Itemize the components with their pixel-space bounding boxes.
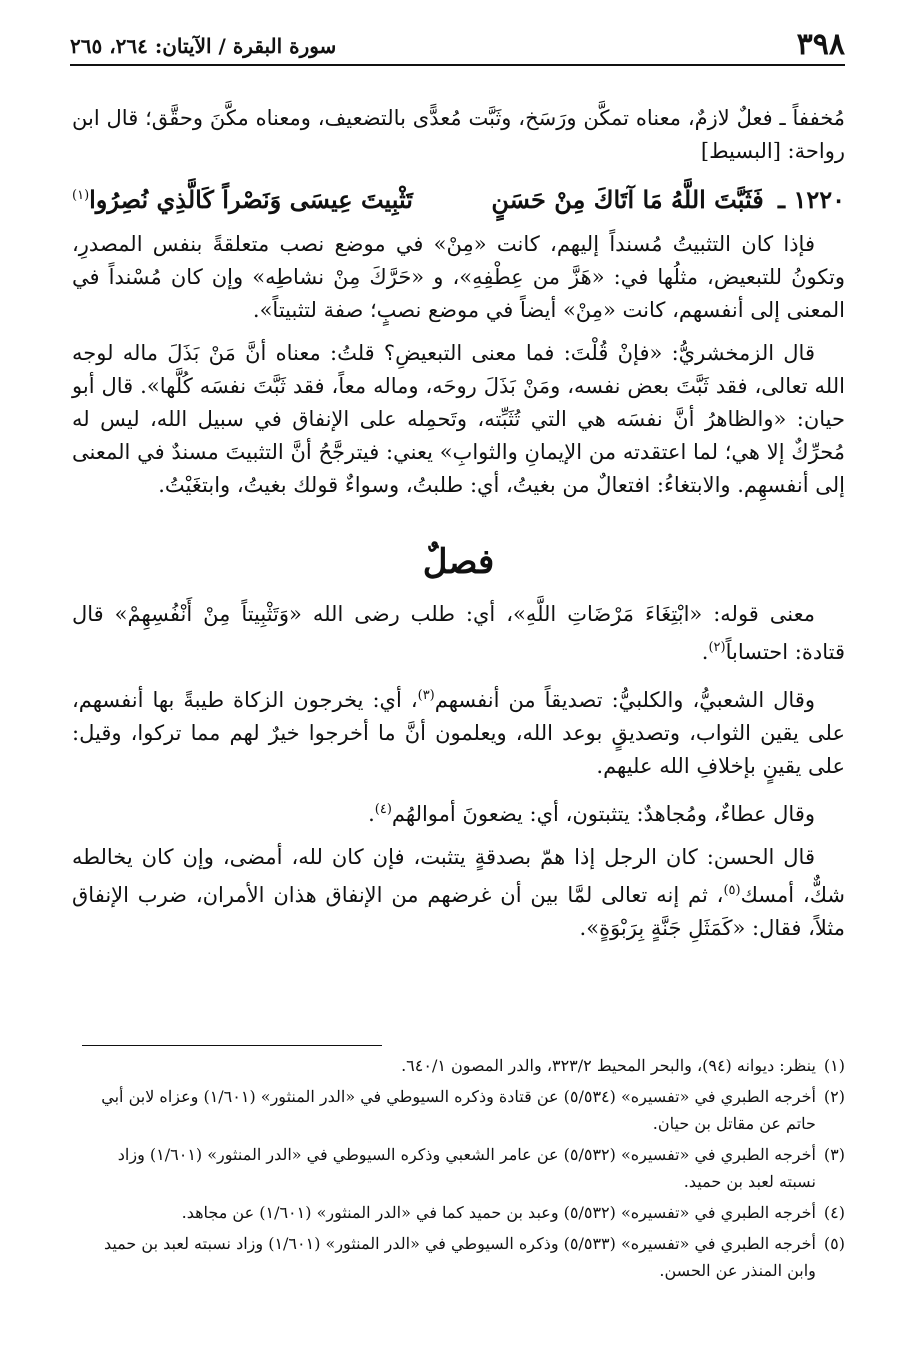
paragraph-end: .	[701, 640, 709, 664]
footnote-number: (٤)	[823, 1203, 845, 1222]
footnote-text: أخرجه الطبري في «تفسيره» (٥/٥٣٤) عن قتادة وذكره السيوطي في «الدر المنثور» (١/٦٠١) وعزاه لابن أبي حاتم عن مقاتل بن حيان.	[101, 1087, 816, 1133]
paragraph-text: قال الحسن: كان الرجل إذا همّ بصدقةٍ يتثبت، فإن كان لله، أمضى، وإن كان يخالطه شكٌّ، أمسك	[72, 845, 845, 907]
footnote	[82, 1199, 845, 1226]
footnote-number: (٥)	[823, 1234, 845, 1253]
footnote-text: أخرجه الطبري في «تفسيره» (٥/٥٣٣) وذكره السيوطي في «الدر المنثور» (١/٦٠١) وزاد نسبته لعبد بن حميد وابن المنذر عن الحسن.	[103, 1234, 816, 1280]
footnote-ref: (٥)	[723, 883, 741, 898]
verse-second-text: تَثْبِيتَ عِيسَى وَنَصْراً كَالَّذِي نُصِرُوا	[89, 185, 413, 214]
footnote	[82, 1141, 845, 1195]
paragraph-text: وقال عطاءٌ، ومُجاهدٌ: يتثبتون، أي: يضعونَ أموالهُم	[391, 802, 815, 826]
page-number: ٣٩٨	[796, 27, 845, 62]
footnote-number: (٣)	[823, 1145, 845, 1164]
verse-first-text: فَثَبَّتَ اللَّهُ مَا آتَاكَ مِنْ حَسَنٍ	[491, 185, 764, 214]
paragraph-end: .	[368, 802, 375, 826]
footnote-ref: (٢)	[708, 640, 726, 655]
footnote-divider	[82, 1045, 382, 1046]
poetry-verse	[72, 178, 845, 218]
footnote-number: (١)	[823, 1056, 845, 1075]
footnote-text: ينظر: ديوانه (٩٤)، والبحر المحيط ٣٢٣/٢، والدر المصون ٦٤٠/١.	[401, 1056, 816, 1075]
footnote	[82, 1083, 845, 1137]
running-head: سورة البقرة / الآيتان: ٢٦٤، ٢٦٥	[70, 34, 337, 58]
section-title: فصلٌ	[422, 542, 495, 582]
footnote-text: أخرجه الطبري في «تفسيره» (٥/٥٣٢) عن عامر الشعبي وذكره السيوطي في «الدر المنثور» (١/٦٠١) وزاد نسبته لعبد بن حميد.	[117, 1145, 816, 1191]
main-text	[72, 102, 845, 955]
footnote-ref: (١)	[72, 188, 90, 203]
paragraph-text: وقال الشعبيُّ، والكلبيُّ: تصديقاً من أنفسهم	[434, 688, 815, 712]
paragraph-text: ، ثم إنه تعالى لمَّا بين أن غرضهم من الإنفاق هذان الأمران، ضرب الإنفاق مثلاً، فقال: «كَمَثَلِ جَنَّةٍ بِرَبْوَةٍ».	[72, 883, 845, 940]
paragraph: قال الزمخشريُّ: «فإنْ قُلْتَ: فما معنى التبعيضِ؟ قلتُ: معناه أنَّ مَنْ بَذَلَ ماله لوجه الله تعالى، فقد ثَبَّتَ بعض نفسه، ومَنْ بَذَلَ روحَه، وماله معاً، فقد ثَبَّتَ نفسَه كُلَّها». قال أبو حيان: «والظاهرُ أنَّ نفسَه هي التي تُثَبِّته، وتَحمِله على الإنفاق في سبيل الله، ليس له مُحرِّكٌ إلا هي؛ لما اعتقدته من الإيمانِ والثوابِ» يعني: فيترجَّحُ أنَّ التثبيتَ مسندٌ في المعنى إلى أنفسهِم. والابتغاءُ: افتعالٌ من بغيتُ، أي: طلبتُ، وسواءٌ قولك بغيتُ، وابتغَيْتُ.	[72, 341, 845, 497]
paragraph	[72, 679, 845, 783]
paragraph-text: ، أي: يخرجون الزكاة طيبةً بها أنفسهم، على يقين الثواب، وتصديقٍ بوعد الله، ويعلمون أنَّ ما أخرجوا خيرٌ لهم مما تركوا، وقيل: على يقينٍ بإخلافِ الله عليهم.	[72, 688, 845, 778]
footnote-ref: (٤)	[374, 802, 392, 817]
paragraph: فإذا كان التثبيتُ مُسنداً إليهم، كانت «مِنْ» في موضع نصب متعلقةً بنفس المصدرِ، وتكونُ للتبعيض، مثلُها في: «هَزَّ من عِطْفِهِ»، و «حَرَّكَ مِنْ نشاطِه» وإن كان مُسْنداً في المعنى إلى أنفسهم، كانت «مِنْ» أيضاً في موضع نصبٍ؛ صفة لتثبيتاً».	[72, 232, 845, 322]
footnote-number: (٢)	[823, 1087, 845, 1106]
verse-first-hemistich	[491, 182, 845, 218]
verse-number: ١٢٢٠ ـ	[778, 185, 845, 214]
footnote-text: أخرجه الطبري في «تفسيره» (٥/٥٣٢) وعبد بن حميد كما في «الدر المنثور» (١/٦٠١) عن مجاهد.	[181, 1203, 816, 1222]
paragraph: مُخففاً ـ فعلٌ لازمٌ، معناه تمكَّن ورَسَخ، وثَبَّت مُعدًّى بالتضعيف، ومعناه مكَّنَ وحقَّق؛ قال ابن رواحة: [البسيط]	[72, 106, 845, 163]
paragraph	[72, 841, 845, 945]
footnote	[82, 1230, 845, 1284]
page-header	[70, 28, 845, 66]
footnotes	[82, 1045, 845, 1288]
footnote	[82, 1052, 845, 1079]
paragraph	[72, 793, 845, 831]
paragraph	[72, 598, 845, 669]
footnote-ref: (٣)	[417, 688, 435, 703]
verse-second-hemistich	[72, 178, 413, 218]
paragraph-text: معنى قوله: «ابْتِغَاءَ مَرْضَاتِ اللَّهِ»، أي: طلب رضى الله «وَتَثْبِيتاً مِنْ أَنْفُسِهِمْ» قال قتادة: احتساباً	[72, 602, 845, 664]
